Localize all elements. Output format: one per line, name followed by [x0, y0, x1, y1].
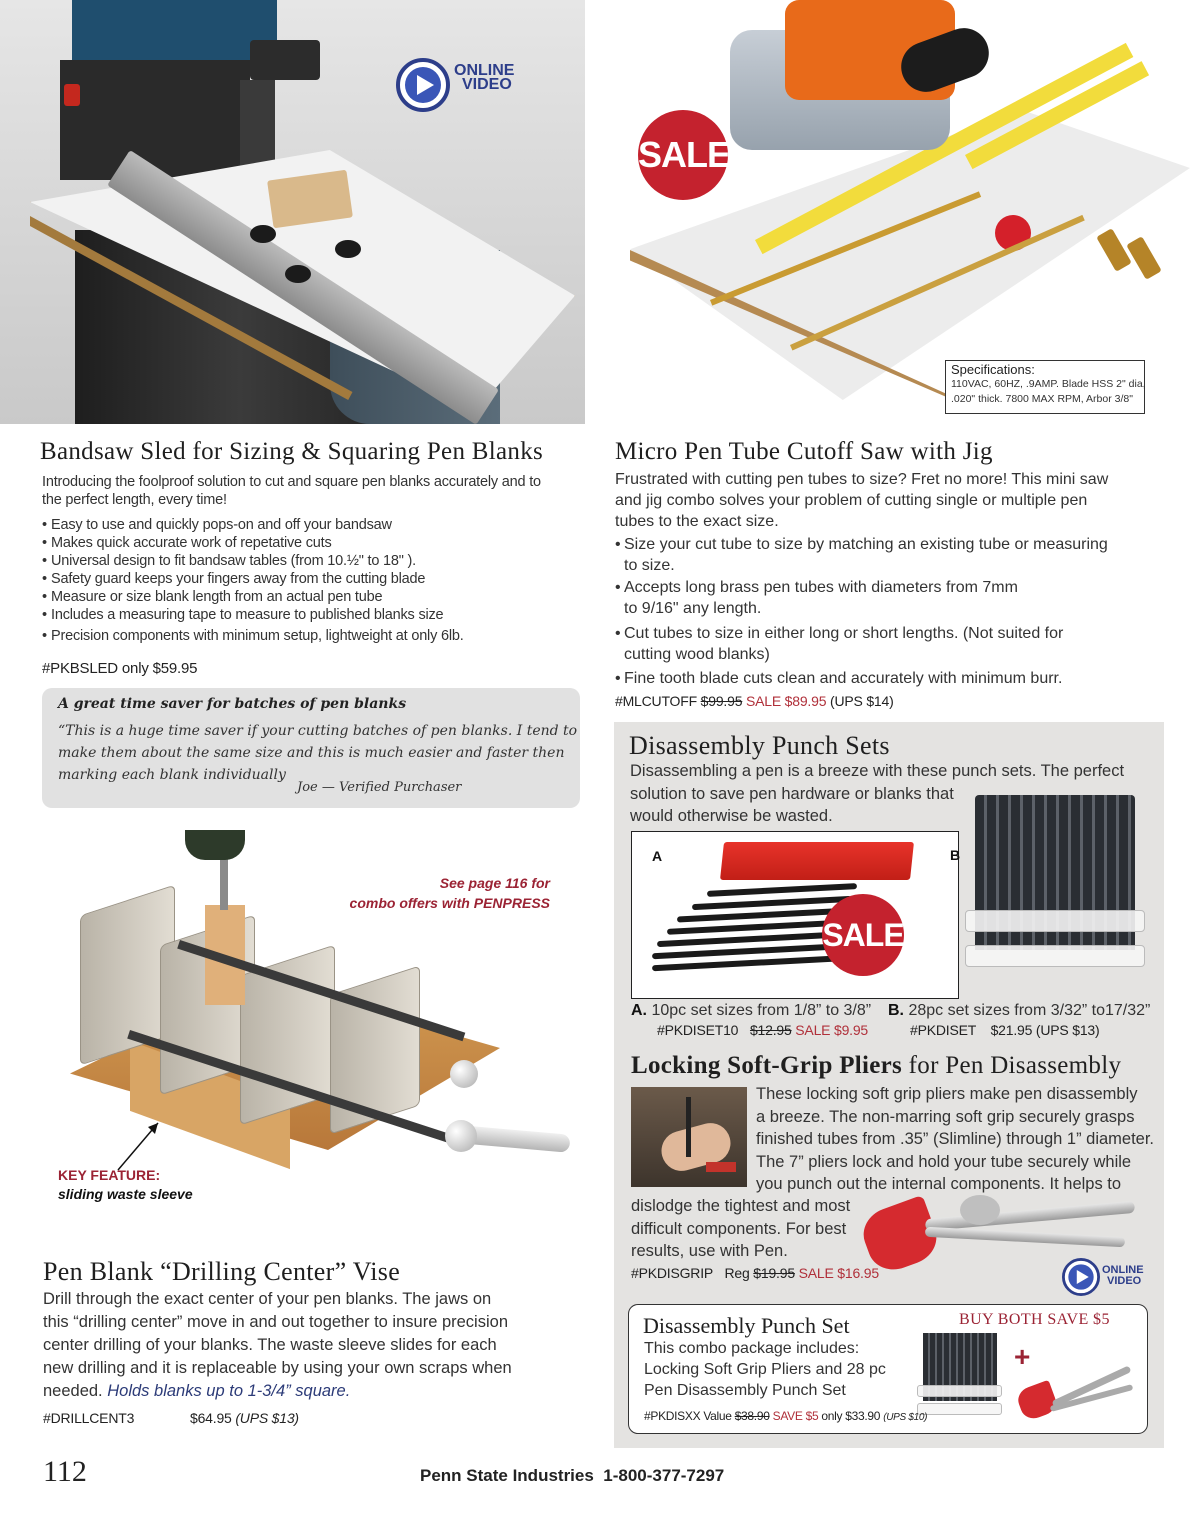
- online-video-badge[interactable]: [396, 58, 536, 110]
- combo-buy-both: BUY BOTH SAVE $5: [959, 1311, 1110, 1328]
- vise-key-feature: [58, 1166, 193, 1204]
- pliers-sku: #PKDISGRIP: [631, 1265, 713, 1281]
- pliers-desc-line: The 7” pliers lock and hold your tube securely while: [756, 1152, 1132, 1171]
- bandsaw-sled-intro-line-1: Introducing the foolproof solution to cut and square pen blanks accurately and to: [42, 474, 541, 490]
- vise-desc-line: this “drilling center” move in and out together to insure precision: [43, 1313, 508, 1331]
- bandsaw-sled-bullet: • Easy to use and quickly pops-on and off your bandsaw: [42, 516, 592, 534]
- cutoff-bullet-line-1: • Cut tubes to size in either long or short lengths. (Not suited for: [624, 625, 1064, 642]
- pliers-desc-line: These locking soft grip pliers make pen disassembly: [756, 1085, 1138, 1103]
- review-line-1: “This is a huge time saver if your cutting batches of pen blanks. I tend to: [58, 723, 578, 739]
- punch-b-letter: B.: [888, 1002, 904, 1019]
- pliers-title-bold: Locking Soft-Grip Pliers: [631, 1052, 903, 1079]
- bandsaw-sled-bullet: • Measure or size blank length from an actual pen tube: [42, 588, 592, 606]
- punch-a-desc: 10pc set sizes from 1/8” to 3/8”: [651, 1002, 872, 1019]
- punch-a-letter: A.: [631, 1002, 647, 1019]
- punch-set-b-caption: [888, 1002, 1150, 1038]
- review-title: A great time saver for batches of pen blanks: [58, 696, 407, 712]
- vise-combo-callout: [300, 873, 550, 913]
- combo-description: [644, 1338, 886, 1401]
- vise-ups: (UPS $13): [235, 1410, 299, 1426]
- review-author: Joe — Verified Purchaser: [297, 780, 462, 795]
- pliers-sale-price: SALE $16.95: [798, 1265, 879, 1281]
- bandsaw-sled-bullet: • Universal design to fit bandsaw tables (from 10.½" to 18" ).: [42, 552, 592, 570]
- combo-plus-icon: +: [1014, 1341, 1031, 1372]
- play-icon: [1062, 1258, 1100, 1296]
- punch-sets-title: Disassembly Punch Sets: [629, 731, 890, 760]
- punch-a-sale: SALE $9.95: [795, 1022, 869, 1038]
- cutoff-bullet-line-2: cutting wood blanks): [624, 646, 770, 663]
- vise-title: Pen Blank “Drilling Center” Vise: [43, 1257, 401, 1286]
- bandsaw-sled-sku-price: #PKBSLED only $59.95: [42, 660, 198, 677]
- pliers-title: [631, 1052, 1121, 1080]
- punch-label-b: B: [950, 847, 961, 863]
- specifications-line-2: .020" thick. 7800 MAX RPM, Arbor 3/8": [951, 393, 1133, 405]
- punch-sale-badge-text: SALE: [822, 917, 904, 953]
- combo-save: SAVE $5: [772, 1409, 819, 1423]
- punch-intro-line-2: solution to save pen hardware or blanks that: [630, 784, 954, 803]
- combo-desc-line: Pen Disassembly Punch Set: [644, 1382, 846, 1399]
- online-video-text-1: ONLINE: [454, 62, 515, 79]
- bandsaw-sled-photo: [0, 0, 585, 424]
- vise-description: [43, 1288, 583, 1403]
- vise-desc-last-line: [43, 1380, 583, 1403]
- vise-price: $64.95: [190, 1410, 232, 1426]
- cutoff-bullet-line-1: • Fine tooth blade cuts clean and accurately with minimum burr.: [624, 670, 1063, 687]
- bandsaw-sled-bullet: • Precision components with minimum setup, lightweight at only 6lb.: [42, 627, 592, 645]
- pliers-desc-lower-line: difficult components. For best: [631, 1219, 847, 1238]
- punch-sale-badge: [822, 894, 904, 976]
- callout-line-1: See page 116 for: [439, 875, 550, 891]
- footer-company: Penn State Industries 1-800-377-7297: [420, 1466, 725, 1485]
- punch-intro-line-3: would otherwise be wasted.: [630, 807, 833, 825]
- combo-pliers-photo: [1014, 1365, 1139, 1425]
- combo-desc-line: This combo package includes:: [644, 1340, 860, 1357]
- bandsaw-sled-bullets: [42, 516, 592, 645]
- vise-price-line: [190, 1410, 299, 1426]
- combo-punch-set-photo: [917, 1333, 1002, 1421]
- cutoff-intro-line-3: tubes to the exact size.: [615, 513, 779, 530]
- cutoff-ups: (UPS $14): [830, 693, 894, 709]
- page-number: 112: [43, 1455, 87, 1488]
- bandsaw-sled-bullet: • Safety guard keeps your fingers away from the cutting blade: [42, 570, 592, 588]
- pliers-desc-line: a breeze. The non-marring soft grip securely grasps: [756, 1107, 1135, 1126]
- vise-desc-highlight: Holds blanks up to 1-3/4” square.: [107, 1382, 351, 1400]
- key-feature-text: sliding waste sleeve: [58, 1186, 193, 1202]
- combo-sku-label: #PKDISXX Value: [644, 1409, 732, 1423]
- punch-set-a-caption: [631, 1002, 871, 1038]
- key-feature-label: KEY FEATURE:: [58, 1167, 161, 1183]
- play-icon: [396, 58, 450, 112]
- cutoff-reg-price: $99.95: [700, 693, 743, 709]
- review-line-3: marking each blank individually: [58, 767, 286, 783]
- punch-b-desc: 28pc set sizes from 3/32” to17/32”: [908, 1002, 1151, 1019]
- bandsaw-sled-intro: [42, 473, 592, 509]
- punch-set-b-photo: [950, 780, 1160, 1000]
- cutoff-sku: #MLCUTOFF: [615, 693, 697, 709]
- pliers-description-lower: [631, 1195, 850, 1263]
- bandsaw-sled-bullet: • Makes quick accurate work of repetative cuts: [42, 534, 592, 552]
- combo-box: [628, 1304, 1148, 1434]
- bandsaw-sled-intro-line-2: the perfect length, every time!: [42, 492, 227, 508]
- cutoff-bullet: [615, 577, 1175, 623]
- bandsaw-sled-title: Bandsaw Sled for Sizing & Squaring Pen Blanks: [40, 438, 544, 465]
- bandsaw-sled-review: [42, 688, 580, 808]
- punch-a-reg: $12.95: [749, 1022, 792, 1038]
- combo-only-price: only $33.90: [821, 1409, 881, 1423]
- cutoff-saw-bullets: [615, 534, 1175, 689]
- cutoff-bullet-line-2: to 9/16" any length.: [624, 600, 762, 617]
- cutoff-bullet-line-2: to size.: [624, 557, 675, 574]
- pliers-desc-lower-line: results, use with Pen.: [631, 1242, 788, 1260]
- review-body: [58, 720, 577, 786]
- cutoff-intro-line-1: Frustrated with cutting pen tubes to size? Fret no more! This mini saw: [615, 471, 1109, 488]
- cutoff-saw-photo: [615, 0, 1200, 424]
- cutoff-bullet: [615, 623, 1175, 668]
- vise-desc-last: needed.: [43, 1382, 103, 1400]
- pliers-online-video-badge[interactable]: [1062, 1258, 1157, 1296]
- combo-title: Disassembly Punch Set: [643, 1313, 850, 1338]
- online-video-text-2: VIDEO: [462, 76, 512, 93]
- specifications-line-1: 110VAC, 60HZ, .9AMP. Blade HSS 2" dia,: [951, 378, 1146, 390]
- pliers-online-video-text-2: VIDEO: [1107, 1275, 1142, 1287]
- cutoff-saw-sku-price: [615, 693, 894, 709]
- pliers-in-use-photo: [631, 1087, 747, 1187]
- cutoff-bullet: [615, 668, 1175, 689]
- cutoff-intro-line-2: and jig combo solves your problem of cutting single or multiple pen: [615, 492, 1088, 509]
- pliers-desc-lower-line: dislodge the tightest and most: [631, 1197, 851, 1215]
- vise-desc-line: center drilling of your blanks. The waste sleeve slides for each: [43, 1336, 497, 1354]
- callout-line-2: combo offers with PENPRESS: [349, 895, 550, 911]
- pliers-desc-line: finished tubes from .35” (Slimline) through 1” diameter.: [756, 1130, 1155, 1148]
- vise-desc-line: Drill through the exact center of your pen blanks. The jaws on: [43, 1290, 492, 1308]
- cutoff-specifications: [945, 360, 1145, 414]
- punch-a-sku: #PKDISET10: [657, 1022, 739, 1038]
- pliers-title-rest: for Pen Disassembly: [902, 1052, 1122, 1079]
- punch-set-a-photo: [631, 831, 959, 999]
- pliers-online-video-text-1: ONLINE: [1102, 1264, 1144, 1276]
- pliers-description: [756, 1083, 1154, 1196]
- punch-label-a: A: [652, 848, 663, 864]
- punch-intro-line-1: Disassembling a pen is a breeze with these punch sets. The perfect: [630, 762, 1125, 780]
- sale-badge-text: SALE: [638, 134, 731, 175]
- pliers-desc-line: you punch out the internal components. It helps to: [756, 1175, 1122, 1193]
- combo-value-price: $38.90: [734, 1409, 770, 1423]
- cutoff-bullet: [615, 534, 1175, 577]
- combo-ups: (UPS $10): [883, 1412, 928, 1423]
- punch-b-sku-price: #PKDISET $21.95 (UPS $13): [910, 1022, 1100, 1038]
- pliers-reg-label: Reg: [724, 1265, 750, 1281]
- combo-desc-line: Locking Soft Grip Pliers and 28 pc: [644, 1361, 886, 1378]
- combo-sku-price: [644, 1409, 927, 1423]
- cutoff-saw-title: Micro Pen Tube Cutoff Saw with Jig: [615, 438, 993, 465]
- pliers-sku-price: [631, 1265, 879, 1281]
- specifications-title: Specifications:: [951, 362, 1035, 377]
- vise-sku: #DRILLCENT3: [43, 1410, 135, 1426]
- cutoff-sale-price: SALE $89.95: [745, 693, 827, 709]
- cutoff-saw-intro: [615, 469, 1175, 532]
- review-line-2: make them about the same size and this is much easier and faster then: [58, 745, 565, 761]
- bandsaw-sled-bullet: • Includes a measuring tape to measure to published blanks size: [42, 606, 592, 624]
- cutoff-bullet-line-1: • Size your cut tube to size by matching an existing tube or measuring: [624, 536, 1108, 553]
- cutoff-bullet-line-1: • Accepts long brass pen tubes with diameters from 7mm: [624, 579, 1018, 596]
- vise-desc-line: new drilling and it is replaceable by using your own scraps when: [43, 1359, 512, 1377]
- pliers-reg-price: $19.95: [753, 1265, 795, 1281]
- sale-badge: [638, 110, 731, 200]
